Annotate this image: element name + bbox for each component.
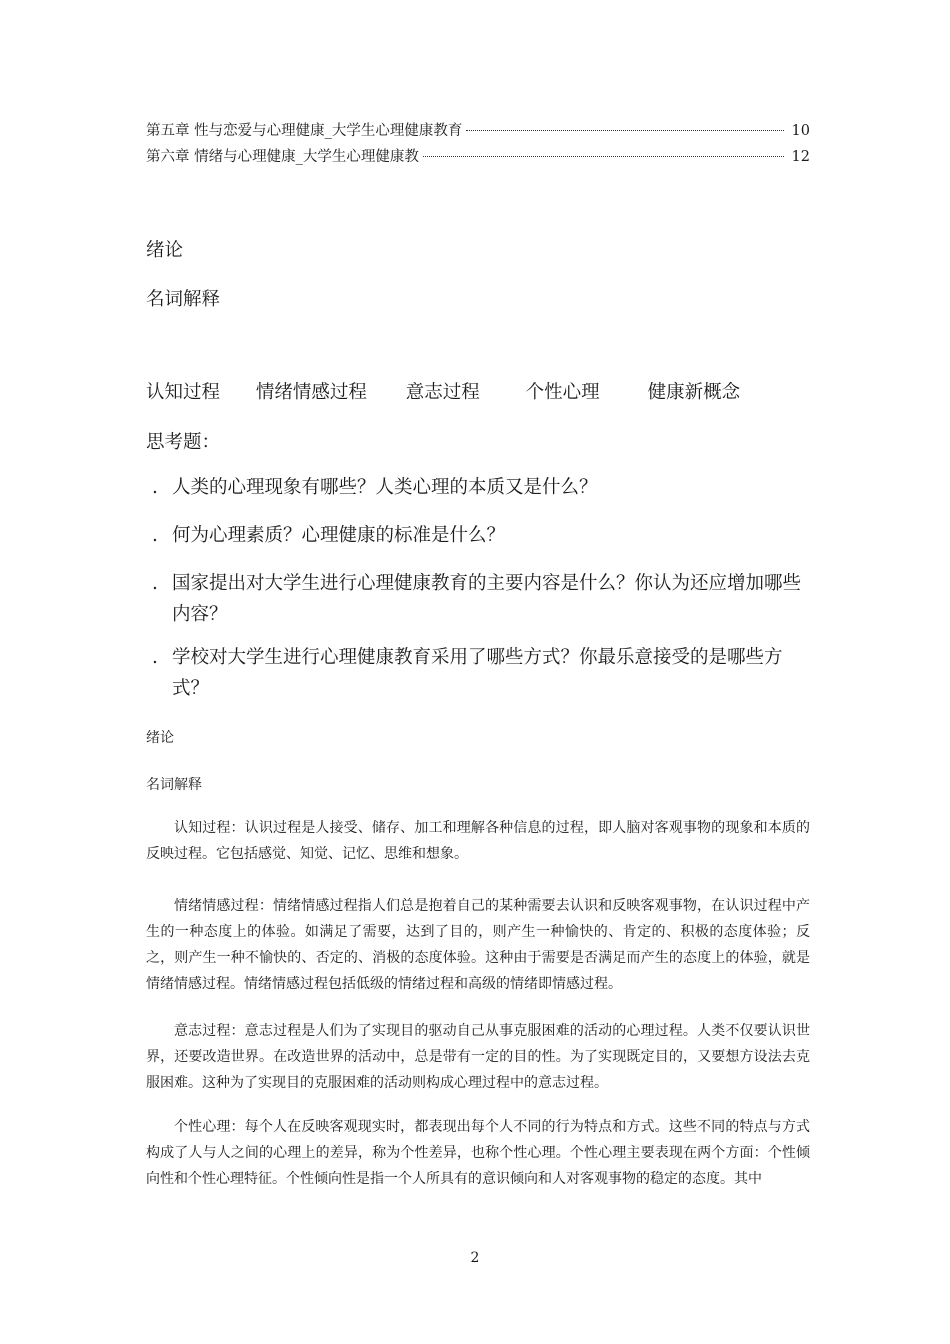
subsection-heading: 名词解释 bbox=[146, 289, 221, 310]
toc-entry[interactable] bbox=[146, 145, 810, 167]
toc-title: 第六章 情绪与心理健康_大学生心理健康教 bbox=[146, 149, 419, 165]
toc-page-number: 12 bbox=[791, 149, 810, 165]
question-text: 国家提出对大学生进行心理健康教育的主要内容是什么？你认为还应增加哪些内容？ bbox=[172, 573, 802, 625]
definition-paragraph: 个性心理：每个人在反映客观现实时，都表现出每个人不同的行为特点和方式。这些不同的特点与方式构成了人与人之间的心理上的差异，称为个性差异，也称个性心理。个性心理主要表现在两个方面：个性倾向性和个性心理特征。个性倾向性是指一个人所具有的意识倾向和人对客观事物的稳定的态度。其中 bbox=[146, 1119, 810, 1187]
section-heading-small: 绪论 bbox=[146, 730, 174, 746]
question-item bbox=[152, 642, 812, 704]
question-bullet: . bbox=[152, 525, 158, 546]
question-text: 何为心理素质？心理健康的标准是什么？ bbox=[172, 525, 506, 546]
toc-title: 第五章 性与恋爱与心理健康_大学生心理健康教育 bbox=[146, 123, 463, 139]
question-item bbox=[152, 520, 812, 551]
toc-page-number: 10 bbox=[791, 123, 810, 139]
question-text: 学校对大学生进行心理健康教育采用了哪些方式？你最乐意接受的是哪些方式？ bbox=[172, 647, 783, 699]
term-item: 健康新概念 bbox=[647, 382, 741, 403]
term-item: 意志过程 bbox=[405, 382, 480, 403]
question-bullet: . bbox=[152, 573, 158, 594]
page-number: 2 bbox=[470, 1250, 480, 1266]
section-heading: 绪论 bbox=[146, 240, 184, 261]
term-list bbox=[146, 378, 740, 404]
definition-paragraph: 认知过程：认识过程是人接受、储存、加工和理解各种信息的过程，即人脑对客观事物的现象和本质的反映过程。它包括感觉、知觉、记忆、思维和想象。 bbox=[146, 820, 810, 862]
definition-paragraph: 情绪情感过程：情绪情感过程指人们总是抱着自己的某种需要去认识和反映客观事物，在认识过程中产生的一种态度上的体验。如满足了需要，达到了目的，则产生一种愉快的、肯定的、积极的态度体验；反之，则产生一种不愉快的、否定的、消极的态度体验。这种由于需要是否满足而产生的态度上的体验，就是情绪情感过程。情绪情感过程包括低级的情绪过程和高级的情绪即情感过程。 bbox=[146, 898, 810, 992]
question-text: 人类的心理现象有哪些？人类心理的本质又是什么？ bbox=[172, 477, 598, 498]
question-item bbox=[152, 472, 812, 503]
term-item: 情绪情感过程 bbox=[255, 382, 367, 403]
definition-paragraph: 意志过程：意志过程是人们为了实现目的驱动自己从事克服困难的活动的心理过程。人类不仅要认识世界，还要改造世界。在改造世界的活动中，总是带有一定的目的性。为了实现既定目的，又要想方设法去克服困难。这种为了实现目的克服困难的活动则构成心理过程中的意志过程。 bbox=[146, 1023, 810, 1091]
term-item: 认知过程 bbox=[146, 382, 221, 403]
toc-entry[interactable] bbox=[146, 119, 810, 141]
toc-leader-dots bbox=[466, 130, 784, 131]
questions-heading: 思考题： bbox=[146, 432, 221, 453]
toc-leader-dots bbox=[423, 156, 784, 157]
term-item: 个性心理 bbox=[525, 382, 600, 403]
subsection-heading-small: 名词解释 bbox=[146, 777, 202, 793]
question-bullet: . bbox=[152, 647, 158, 668]
question-item bbox=[152, 568, 812, 630]
question-bullet: . bbox=[152, 477, 158, 498]
